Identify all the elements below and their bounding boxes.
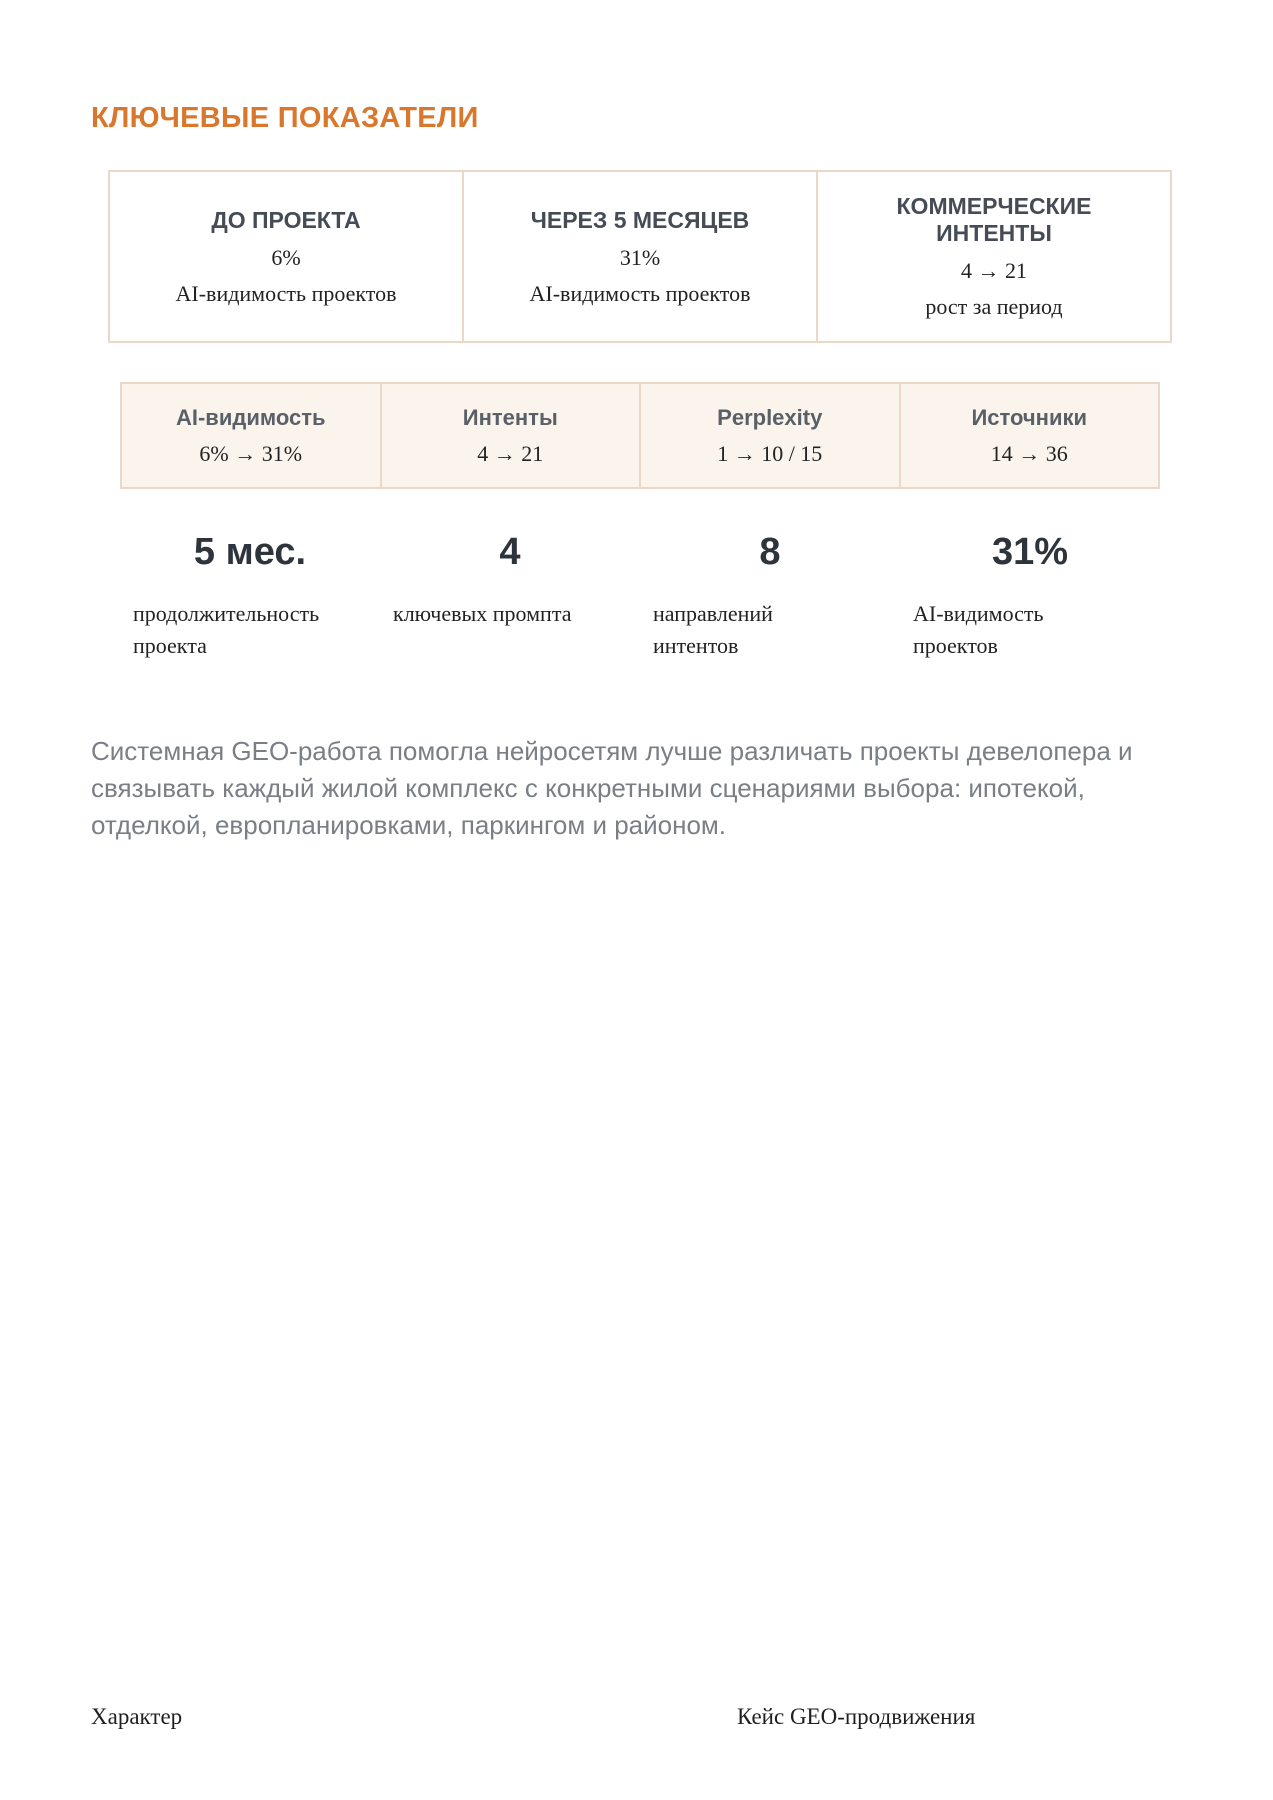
stat-caption: продолжительность проекта: [133, 601, 320, 658]
kpi-description: AI-видимость проектов: [175, 280, 397, 306]
stat-number: 4: [499, 531, 521, 573]
kpi-table: [108, 170, 1172, 343]
metric-label: Источники: [971, 405, 1088, 430]
summary-paragraph: Системная GEO-работа помогла нейросетям лучше различать проекты девелопера и связывать каждый жилой комплекс с конкретными сценариями выбора: ипотекой, отделкой, европланировками, паркингом и районом.: [91, 736, 1133, 840]
metric-value: 4 → 21: [477, 441, 544, 466]
stat-item: [640, 530, 900, 662]
metric-label: Интенты: [462, 405, 558, 430]
metric-value: 14 → 36: [990, 441, 1068, 466]
metric-cell: [382, 384, 642, 487]
kpi-heading: ЧЕРЕЗ 5 МЕСЯЦЕВ: [530, 206, 750, 233]
kpi-value: 6%: [271, 244, 301, 270]
kpi-description: AI-видимость проектов: [529, 280, 751, 306]
stat-number: 8: [759, 531, 781, 573]
metric-label: Perplexity: [717, 405, 823, 430]
kpi-heading: КОММЕРЧЕСКИЕ ИНТЕНТЫ: [896, 193, 1092, 246]
stat-item: [120, 530, 380, 662]
stats-row: [120, 530, 1160, 662]
kpi-value: 31%: [619, 244, 661, 270]
metric-cell: [641, 384, 901, 487]
footer-brand: Характер: [91, 1704, 183, 1729]
footer-title: Кейс GEO-продвижения: [737, 1704, 976, 1729]
metric-cell: [901, 384, 1159, 487]
stat-number: 5 мес.: [193, 531, 307, 573]
stat-number: 31%: [991, 531, 1069, 573]
metric-value: 6% → 31%: [199, 441, 303, 466]
kpi-value: 4 → 21: [961, 258, 1027, 283]
kpi-cell: [818, 172, 1170, 341]
kpi-description: рост за период: [925, 294, 1063, 319]
metric-value: 1 → 10 / 15: [717, 441, 823, 466]
stat-item: [380, 530, 640, 662]
stat-item: [900, 530, 1160, 662]
kpi-cell: [464, 172, 818, 341]
metric-label: AI-видимость: [175, 405, 326, 430]
metrics-table: [120, 382, 1160, 489]
kpi-heading: ДО ПРОЕКТА: [211, 206, 361, 233]
page-title: КЛЮЧЕВЫЕ ПОКАЗАТЕЛИ: [91, 102, 479, 134]
stat-caption: ключевых промпта: [393, 601, 572, 626]
metric-cell: [122, 384, 382, 487]
kpi-cell: [110, 172, 464, 341]
stat-caption: направлений интентов: [653, 601, 773, 658]
stat-caption: AI-видимость проектов: [913, 601, 1044, 658]
